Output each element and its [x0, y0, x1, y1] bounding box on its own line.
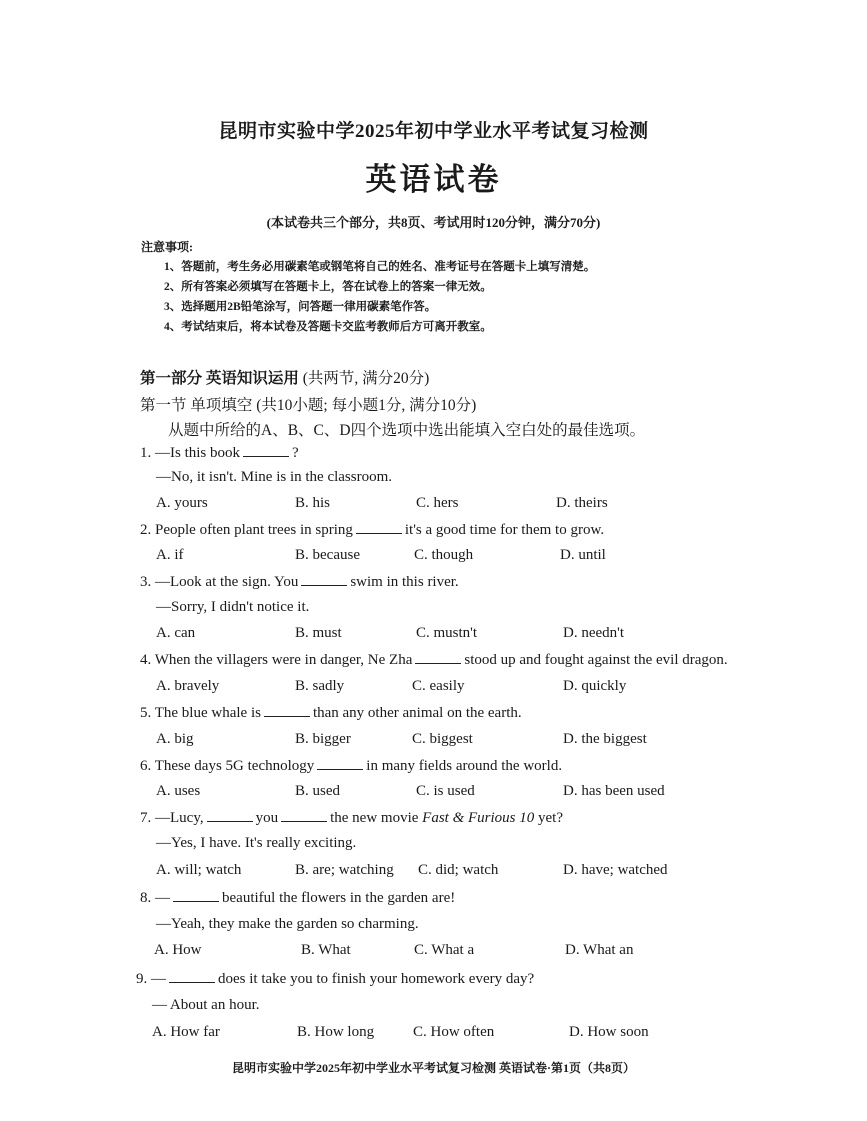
note-item: 1、答题前，考生务必用碳素笔或钢笔将自己的姓名、准考证号在答题卡上填写清楚。	[164, 261, 596, 273]
q1-option-c: C. hers	[416, 495, 459, 511]
q1-option-b: B. his	[295, 495, 331, 511]
answer-blank	[243, 444, 289, 457]
q7-option-c: C. did; watch	[418, 862, 499, 878]
q2-stem-end: it's a good time for them to grow.	[404, 522, 605, 538]
q9-option-b: B. How long	[297, 1024, 375, 1040]
answer-blank	[173, 889, 219, 902]
question-2	[140, 521, 604, 539]
question-6	[140, 757, 562, 775]
paper-title: 英语试卷	[365, 162, 502, 197]
q7-stem-movie-lead: the new movie	[330, 810, 419, 826]
note-item: 4、考试结束后，将本试卷及答题卡交监考教师后方可离开教室。	[164, 321, 492, 333]
q8-option-a: A. How	[154, 942, 202, 958]
q6-option-a: A. uses	[156, 783, 201, 799]
q7-option-a: A. will; watch	[156, 862, 242, 878]
section1-instruction: 从题中所给的A、B、C、D四个选项中选出能填入空白处的最佳选项。	[168, 422, 646, 439]
q8-stem: 8. —	[140, 890, 170, 906]
q5-option-c: C. biggest	[412, 731, 473, 747]
q7-option-b: B. are; watching	[295, 862, 394, 878]
q4-option-c: C. easily	[412, 678, 465, 694]
q7-option-d: D. have; watched	[563, 862, 668, 878]
q3-option-b: B. must	[295, 625, 342, 641]
question-1	[140, 444, 299, 462]
q9-option-a: A. How far	[152, 1024, 220, 1040]
question-3	[140, 573, 459, 591]
note-item: 3、选择题用2B铅笔涂写，问答题一律用碳素笔作答。	[164, 301, 437, 313]
page-footer: 昆明市实验中学2025年初中学业水平考试复习检测 英语试卷·第1页（共8页）	[231, 1061, 635, 1075]
q5-stem: 5. The blue whale is	[140, 705, 261, 721]
answer-blank	[264, 704, 310, 717]
q9-option-c: C. How often	[413, 1024, 495, 1040]
exam-info: (本试卷共三个部分，共8页、考试用时120分钟，满分70分)	[266, 215, 601, 230]
q7-movie-title: Fast & Furious 10	[422, 810, 535, 826]
q9-option-d: D. How soon	[569, 1024, 649, 1040]
q7-reply: —Yes, I have. It's really exciting.	[156, 835, 357, 851]
q7-stem-mid: you	[255, 810, 279, 826]
q2-option-c: C. though	[414, 547, 474, 563]
q3-option-a: A. can	[156, 625, 196, 641]
answer-blank	[169, 970, 215, 983]
q3-option-c: C. mustn't	[416, 625, 478, 641]
q6-option-b: B. used	[295, 783, 340, 799]
part1-title	[140, 366, 429, 388]
q8-reply: —Yeah, they make the garden so charming.	[156, 916, 419, 932]
q6-option-c: C. is used	[416, 783, 475, 799]
q8-option-b: B. What	[301, 942, 351, 958]
q9-stem: 9. —	[136, 971, 166, 987]
part1-title-main: 第一部分 英语知识运用	[140, 370, 299, 387]
q6-option-d: D. has been used	[563, 783, 665, 799]
q3-option-d: D. needn't	[563, 625, 625, 641]
q7-stem-end: yet?	[538, 810, 563, 826]
q4-option-a: A. bravely	[156, 678, 220, 694]
q9-stem-end: does it take you to finish your homework every day?	[218, 971, 535, 987]
q8-option-c: C. What a	[414, 942, 475, 958]
q1-reply: —No, it isn't. Mine is in the classroom.	[156, 469, 393, 485]
question-8	[140, 889, 455, 907]
section1-title: 第一节 单项填空 (共10小题; 每小题1分, 满分10分)	[140, 397, 477, 414]
q2-option-d: D. until	[560, 547, 606, 563]
answer-blank	[301, 573, 347, 586]
q8-option-d: D. What an	[565, 942, 634, 958]
q7-stem: 7. —Lucy,	[140, 810, 204, 826]
note-item: 2、所有答案必须填写在答题卡上，答在试卷上的答案一律无效。	[164, 281, 492, 293]
q5-stem-end: than any other animal on the earth.	[312, 705, 522, 721]
q5-option-a: A. big	[156, 731, 194, 747]
q1-stem: 1. —Is this book	[140, 445, 241, 461]
school-title: 昆明市实验中学2025年初中学业水平考试复习检测	[218, 121, 649, 142]
q4-option-d: D. quickly	[563, 678, 627, 694]
notes-heading: 注意事项:	[141, 240, 193, 254]
q2-option-b: B. because	[295, 547, 360, 563]
q1-option-d: D. theirs	[556, 495, 608, 511]
q6-stem: 6. These days 5G technology	[140, 758, 315, 774]
q5-option-b: B. bigger	[295, 731, 351, 747]
q6-stem-end: in many fields around the world.	[366, 758, 563, 774]
part1-title-score: (共两节, 满分20分)	[302, 370, 430, 387]
q9-reply: — About an hour.	[152, 997, 260, 1013]
question-5	[140, 704, 522, 722]
q3-stem: 3. —Look at the sign. You	[140, 574, 299, 590]
answer-blank	[207, 809, 253, 822]
q5-option-d: D. the biggest	[563, 731, 647, 747]
answer-blank	[281, 809, 327, 822]
question-7	[140, 809, 563, 827]
q4-option-b: B. sadly	[295, 678, 345, 694]
q1-stem-end: ?	[292, 445, 299, 461]
question-4	[140, 651, 728, 669]
q8-stem-end: beautiful the flowers in the garden are!	[222, 890, 456, 906]
answer-blank	[356, 521, 402, 534]
q3-reply: —Sorry, I didn't notice it.	[156, 599, 310, 615]
q4-stem-end: stood up and fought against the evil dragon.	[464, 652, 728, 668]
q1-option-a: A. yours	[156, 495, 208, 511]
answer-blank	[317, 757, 363, 770]
q4-stem: 4. When the villagers were in danger, Ne Zha	[140, 652, 413, 668]
q2-stem: 2. People often plant trees in spring	[140, 522, 353, 538]
answer-blank	[415, 651, 461, 664]
question-9	[136, 970, 534, 988]
q2-option-a: A. if	[156, 547, 184, 563]
q3-stem-end: swim in this river.	[350, 574, 459, 590]
